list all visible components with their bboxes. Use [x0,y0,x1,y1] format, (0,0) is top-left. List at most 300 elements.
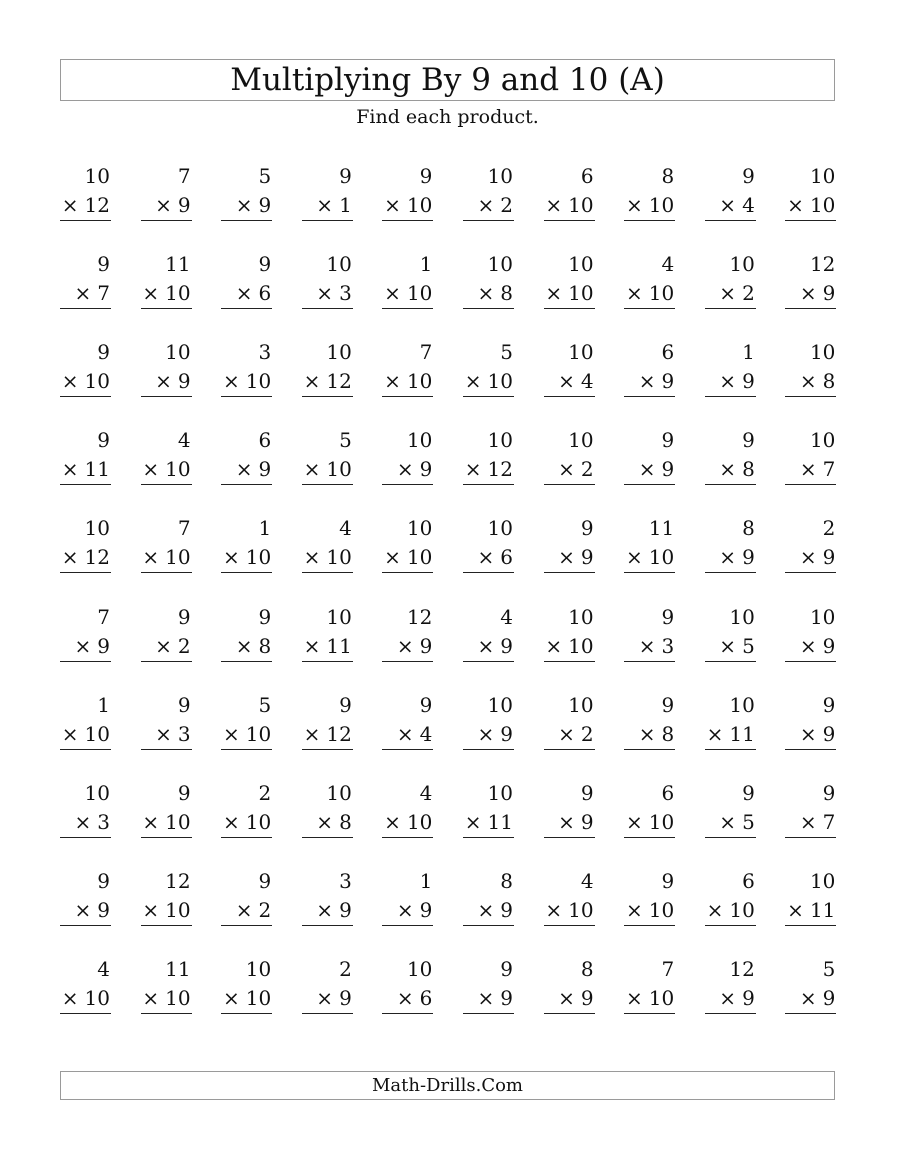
problem [544,779,595,838]
times-sign: × [142,897,160,922]
multiplier: 3 [339,281,352,306]
multiplier-line [785,191,836,221]
multiplicand: 10 [487,516,513,541]
multiplier: 9 [339,897,352,922]
multiplier-line [302,984,353,1014]
multiplier-line [141,455,192,485]
problem [463,338,514,397]
times-sign: × [235,193,253,217]
problem [624,603,675,662]
times-sign: × [719,545,737,570]
times-sign: × [477,193,495,217]
multiplicand: 1 [742,340,755,365]
problem [302,338,353,397]
multiplier-line [302,543,353,573]
multiplicand: 10 [487,428,513,453]
multiplicand: 12 [165,868,191,893]
multiplier: 9 [742,985,755,1010]
multiplier-line [544,808,595,838]
times-sign: × [625,897,643,922]
times-sign: × [799,809,817,834]
multiplier: 8 [258,633,272,658]
multiplicand: 9 [661,428,675,453]
times-sign: × [558,545,575,570]
multiplier: 10 [568,193,594,217]
times-sign: × [787,193,804,217]
multiplier: 4 [419,721,433,746]
times-sign: × [235,633,253,658]
multiplicand: 10 [326,340,352,365]
times-sign: × [719,281,737,306]
multiplier-line [463,191,514,221]
multiplier-line [382,367,433,397]
problem [382,338,433,397]
times-sign: × [477,281,495,306]
multiplicand: 9 [97,868,110,893]
times-sign: × [222,721,240,746]
problem [705,162,756,221]
multiplier-line [463,543,514,573]
multiplier: 11 [84,457,110,482]
problem [60,691,111,750]
problem [463,955,514,1014]
multiplicand: 8 [500,868,513,893]
multiplicand: 10 [729,252,755,277]
multiplier: 2 [177,633,191,658]
multiplier: 8 [339,809,352,834]
problem [463,867,514,926]
multiplier: 4 [580,369,594,394]
multiplier-line [544,984,595,1014]
multiplier-line [624,191,675,221]
multiplier: 10 [84,369,110,394]
multiplier-line [544,367,595,397]
multiplicand: 9 [419,692,433,717]
problem [705,867,756,926]
times-sign: × [477,985,495,1010]
multiplier: 10 [165,457,191,482]
multiplier: 10 [648,985,675,1010]
multiplier-line [221,984,272,1014]
multiplicand: 8 [742,516,755,541]
multiplicand: 3 [339,868,352,893]
problem [544,514,595,573]
multiplier-line [544,191,595,221]
multiplicand: 10 [84,780,110,805]
problem [785,779,836,838]
multiplier-line [705,808,756,838]
multiplier: 10 [568,281,594,306]
multiplier-line [463,720,514,750]
multiplier-line [221,543,272,573]
times-sign: × [719,369,737,394]
multiplicand: 2 [339,956,352,981]
problem [302,426,353,485]
problem [141,779,192,838]
problem [785,514,836,573]
problem [382,514,433,573]
multiplier: 10 [326,545,352,570]
multiplier: 9 [339,985,352,1010]
multiplier: 10 [487,369,513,394]
multiplier: 9 [742,545,755,570]
times-sign: × [464,809,482,834]
problem [785,426,836,485]
multiplier-line [221,455,272,485]
multiplicand: 12 [406,604,433,629]
multiplicand: 12 [729,956,755,981]
multiplier-line [302,367,353,397]
multiplier: 10 [809,193,836,217]
times-sign: × [558,985,575,1010]
problem [705,250,756,309]
times-sign: × [222,985,240,1010]
multiplier-line [624,455,675,485]
problem [221,779,272,838]
times-sign: × [142,457,160,482]
multiplier-line [463,367,514,397]
times-sign: × [155,633,172,658]
times-sign: × [706,897,724,922]
multiplicand: 10 [809,164,836,188]
times-sign: × [638,721,656,746]
multiplier-line [624,279,675,309]
times-sign: × [316,809,334,834]
times-sign: × [384,369,401,394]
multiplier-line [544,720,595,750]
times-sign: × [303,369,321,394]
multiplier-line [60,632,111,662]
multiplier: 7 [822,457,836,482]
multiplier-line [302,455,353,485]
multiplicand: 11 [165,956,191,981]
times-sign: × [61,457,79,482]
problem [382,867,433,926]
problem [60,867,111,926]
problem [141,955,192,1014]
multiplicand: 10 [487,692,513,717]
problem [624,955,675,1014]
multiplier: 8 [661,721,675,746]
problem [221,250,272,309]
multiplicand: 9 [822,692,836,717]
times-sign: × [558,457,575,482]
problem [624,779,675,838]
multiplier: 9 [500,633,513,658]
multiplier: 2 [742,281,755,306]
times-sign: × [396,633,414,658]
times-sign: × [155,721,172,746]
problem [221,426,272,485]
times-sign: × [558,809,575,834]
times-sign: × [316,897,334,922]
problem [141,691,192,750]
multiplicand: 10 [487,252,513,277]
times-sign: × [799,281,817,306]
times-sign: × [545,281,563,306]
multiplier: 10 [245,985,272,1010]
problem [544,162,595,221]
times-sign: × [477,545,495,570]
times-sign: × [316,281,334,306]
multiplier: 10 [406,545,433,570]
problem [141,867,192,926]
multiplicand: 6 [661,340,675,365]
multiplier-line [705,543,756,573]
multiplier: 9 [258,193,272,217]
times-sign: × [625,281,643,306]
multiplicand: 10 [809,868,836,893]
multiplier: 3 [177,721,191,746]
times-sign: × [222,369,240,394]
multiplier: 9 [661,369,675,394]
problem [705,779,756,838]
multiplier-line [60,367,111,397]
problem [221,603,272,662]
multiplicand: 9 [177,780,191,805]
times-sign: × [74,281,92,306]
multiplicand: 9 [661,868,675,893]
problem [221,867,272,926]
multiplier: 12 [84,193,110,217]
problem [60,779,111,838]
multiplier: 10 [165,985,191,1010]
multiplicand: 10 [165,340,191,365]
multiplicand: 7 [661,956,675,981]
problem [302,514,353,573]
multiplicand: 9 [97,252,110,277]
multiplicand: 11 [165,252,191,277]
multiplier-line [141,632,192,662]
multiplier-line [302,720,353,750]
multiplier-line [463,279,514,309]
multiplicand: 1 [419,252,433,277]
multiplier: 5 [742,809,755,834]
multiplicand: 9 [580,516,594,541]
multiplier: 12 [326,721,352,746]
multiplier: 6 [419,985,433,1010]
times-sign: × [74,809,92,834]
multiplicand: 9 [258,252,272,277]
multiplier: 3 [97,809,110,834]
times-sign: × [222,809,240,834]
multiplier: 10 [568,897,594,922]
times-sign: × [625,193,643,217]
times-sign: × [477,721,495,746]
times-sign: × [638,369,656,394]
multiplier-line [705,191,756,221]
multiplicand: 11 [648,516,675,541]
times-sign: × [396,897,414,922]
times-sign: × [477,897,495,922]
multiplicand: 7 [419,340,433,365]
multiplicand: 10 [84,516,110,541]
multiplicand: 10 [568,692,594,717]
multiplier-line [544,632,595,662]
multiplier: 9 [177,369,191,394]
multiplier: 9 [177,193,191,217]
multiplier-line [221,720,272,750]
multiplier-line [544,543,595,573]
multiplier: 10 [406,809,433,834]
problem [302,691,353,750]
multiplier-line [141,191,192,221]
multiplicand: 5 [822,956,836,981]
problem [785,691,836,750]
multiplier-line [221,191,272,221]
multiplier-line [382,808,433,838]
problem [544,603,595,662]
multiplicand: 10 [568,340,594,365]
multiplier-line [60,984,111,1014]
problem [624,338,675,397]
multiplicand: 10 [487,780,513,805]
problem [382,426,433,485]
problem [624,250,675,309]
times-sign: × [719,809,737,834]
multiplier: 10 [245,545,272,570]
multiplicand: 9 [177,692,191,717]
multiplier: 10 [406,281,433,306]
problem [302,779,353,838]
multiplier-line [60,191,111,221]
times-sign: × [384,193,401,217]
times-sign: × [396,985,414,1010]
multiplicand: 9 [339,692,352,717]
multiplicand: 4 [97,956,110,981]
multiplicand: 1 [258,516,272,541]
multiplicand: 1 [97,692,110,717]
multiplier: 7 [822,809,836,834]
multiplicand: 10 [568,604,594,629]
footer-site: Math-Drills.Com [371,1075,523,1096]
multiplicand: 10 [809,604,836,629]
multiplicand: 6 [742,868,755,893]
multiplier-line [221,896,272,926]
multiplier: 9 [580,809,594,834]
multiplicand: 5 [500,340,513,365]
multiplicand: 9 [177,604,191,629]
multiplicand: 5 [258,164,272,188]
times-sign: × [61,193,79,217]
problem [624,426,675,485]
multiplier: 12 [326,369,352,394]
times-sign: × [719,457,737,482]
multiplier-line [382,543,433,573]
multiplicand: 10 [809,340,836,365]
multiplier: 10 [165,809,191,834]
problem [785,162,836,221]
multiplier-line [221,367,272,397]
times-sign: × [235,457,253,482]
problem [141,250,192,309]
multiplier-line [302,191,353,221]
times-sign: × [638,457,656,482]
multiplier: 9 [97,633,110,658]
multiplier: 9 [97,897,110,922]
multiplicand: 9 [97,340,110,365]
multiplier: 9 [661,457,675,482]
times-sign: × [719,193,737,217]
times-sign: × [384,545,401,570]
problem [60,426,111,485]
multiplier-line [60,808,111,838]
problem [302,162,353,221]
times-sign: × [155,369,172,394]
multiplicand: 10 [729,692,755,717]
times-sign: × [625,809,643,834]
multiplier: 9 [500,721,513,746]
multiplier: 9 [822,985,836,1010]
multiplicand: 8 [661,164,675,188]
multiplier: 4 [742,193,755,217]
multiplier: 9 [580,545,594,570]
multiplicand: 5 [339,428,352,453]
times-sign: × [464,369,482,394]
multiplier-line [705,279,756,309]
multiplier-line [60,279,111,309]
multiplicand: 9 [339,164,352,188]
multiplier-line [382,720,433,750]
multiplicand: 10 [84,164,110,188]
multiplier-line [785,455,836,485]
multiplier: 10 [326,457,352,482]
multiplier: 2 [258,897,272,922]
problem [463,250,514,309]
times-sign: × [799,457,817,482]
problem [382,779,433,838]
multiplicand: 10 [406,956,433,981]
times-sign: × [787,897,804,922]
multiplier-line [785,279,836,309]
problem [544,338,595,397]
multiplier-line [382,455,433,485]
multiplicand: 4 [661,252,675,277]
times-sign: × [638,633,656,658]
problem [624,691,675,750]
problem [544,426,595,485]
times-sign: × [799,721,817,746]
times-sign: × [706,721,724,746]
problem [624,514,675,573]
multiplier-line [141,720,192,750]
multiplier-line [141,896,192,926]
problem [221,955,272,1014]
multiplicand: 3 [258,340,272,365]
times-sign: × [799,545,817,570]
multiplicand: 9 [742,780,755,805]
multiplicand: 2 [258,780,272,805]
times-sign: × [142,985,160,1010]
problem [141,514,192,573]
times-sign: × [719,633,737,658]
multiplier: 10 [245,369,272,394]
times-sign: × [235,897,253,922]
multiplier-line [705,455,756,485]
multiplier: 3 [661,633,675,658]
multiplicand: 10 [406,516,433,541]
multiplicand: 9 [742,164,755,188]
problem [785,867,836,926]
multiplicand: 4 [177,428,191,453]
multiplier: 8 [822,369,836,394]
times-sign: × [545,193,563,217]
multiplier: 10 [648,897,675,922]
problem [221,514,272,573]
times-sign: × [155,193,172,217]
multiplier-line [463,455,514,485]
problem [624,867,675,926]
